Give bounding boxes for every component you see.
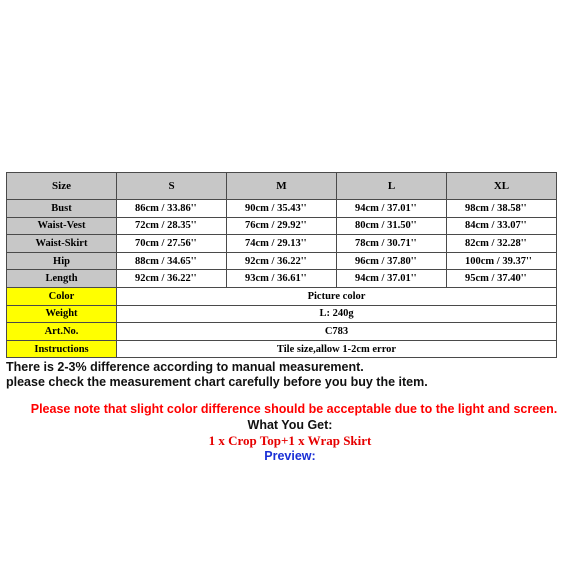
header-cell-size: Size [7,173,117,200]
cell-value: 94cm / 37.01'' [337,270,447,288]
cell-value: 88cm / 34.65'' [117,252,227,270]
header-cell-xl: XL [447,173,557,200]
cell-value: 94cm / 37.01'' [337,200,447,218]
header-cell-m: M [227,173,337,200]
cell-value: 95cm / 37.40'' [447,270,557,288]
cell-value: 98cm / 38.58'' [447,200,557,218]
table-row-hip [7,252,557,270]
cell-value: 80cm / 31.50'' [337,217,447,235]
cell-value: 86cm / 33.86'' [117,200,227,218]
cell-value: 84cm / 33.07'' [447,217,557,235]
merged-value: L: 240g [117,305,557,323]
cell-value: 82cm / 32.28'' [447,235,557,253]
cell-value: 90cm / 35.43'' [227,200,337,218]
cell-value: 92cm / 36.22'' [117,270,227,288]
measurement-difference-note: There is 2-3% difference according to manual measurement. [6,360,364,374]
row-label: Waist-Skirt [7,235,117,253]
table-row-length [7,270,557,288]
cell-value: 70cm / 27.56'' [117,235,227,253]
table-row-instructions [7,340,557,358]
color-difference-note: Please note that slight color difference should be acceptable due to the light and screen. [30,402,558,416]
header-cell-l: L [337,173,447,200]
merged-value: Tile size,allow 1-2cm error [117,340,557,358]
table-row-color [7,287,557,305]
what-you-get-heading: What You Get: [247,418,333,432]
size-chart-table [6,172,557,358]
check-chart-note: please check the measurement chart carefully before you buy the item. [6,375,428,389]
row-label: Bust [7,200,117,218]
cell-value: 72cm / 28.35'' [117,217,227,235]
cell-value: 76cm / 29.92'' [227,217,337,235]
package-items: 1 x Crop Top+1 x Wrap Skirt [208,433,372,448]
row-label: Color [7,287,117,305]
row-label: Weight [7,305,117,323]
table-row-waist-skirt [7,235,557,253]
table-header-row [7,173,557,200]
preview-heading: Preview: [264,449,316,463]
row-label: Waist-Vest [7,217,117,235]
header-cell-s: S [117,173,227,200]
merged-value: Picture color [117,287,557,305]
merged-value: C783 [117,323,557,341]
cell-value: 92cm / 36.22'' [227,252,337,270]
cell-value: 96cm / 37.80'' [337,252,447,270]
table-row-weight [7,305,557,323]
cell-value: 93cm / 36.61'' [227,270,337,288]
cell-value: 78cm / 30.71'' [337,235,447,253]
row-label: Length [7,270,117,288]
row-label: Hip [7,252,117,270]
table-row-bust [7,200,557,218]
cell-value: 100cm / 39.37'' [447,252,557,270]
row-label: Art.No. [7,323,117,341]
table-row-art-no [7,323,557,341]
cell-value: 74cm / 29.13'' [227,235,337,253]
table-row-waist-vest [7,217,557,235]
row-label: Instructions [7,340,117,358]
